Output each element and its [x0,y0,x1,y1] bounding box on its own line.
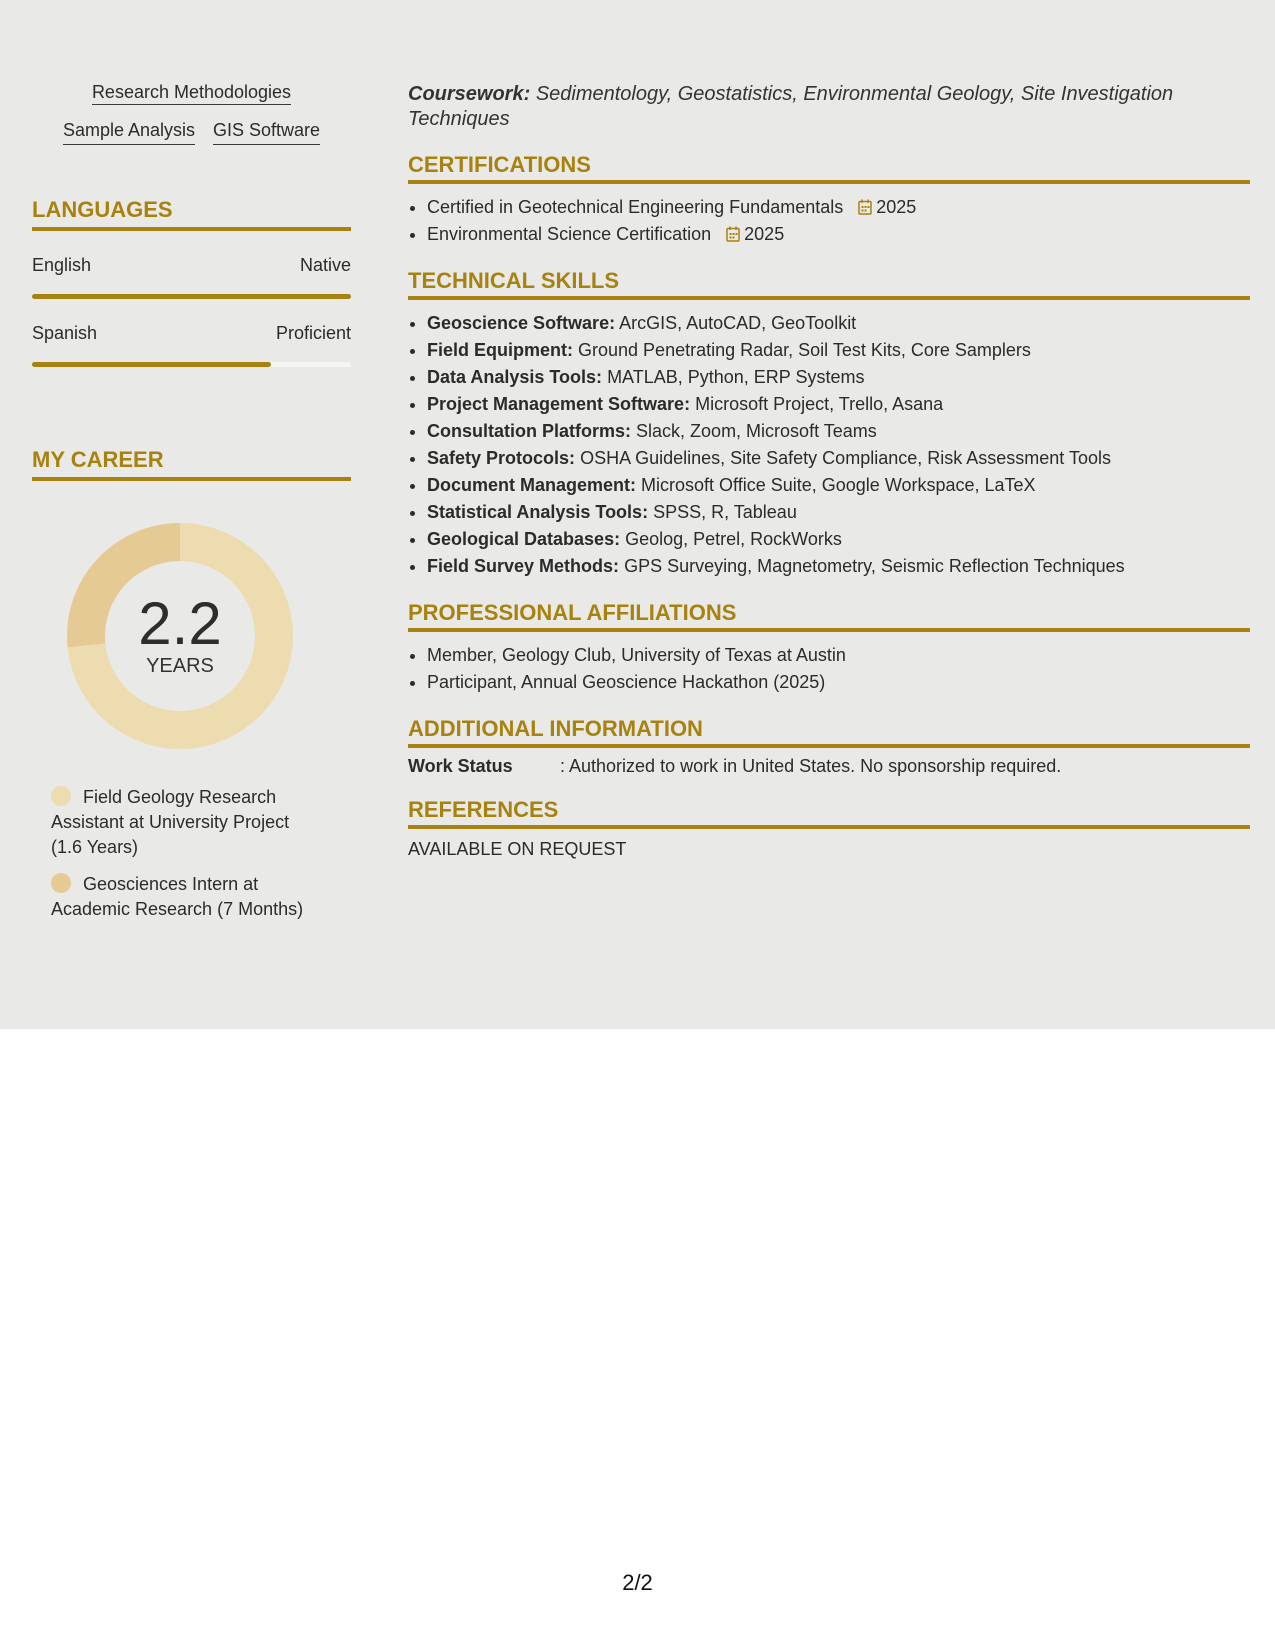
technical-skill-item [427,472,1250,499]
technical-skill-value: MATLAB, Python, ERP Systems [607,367,865,387]
technical-skill-value: Slack, Zoom, Microsoft Teams [636,421,877,441]
career-legend [32,785,321,922]
additional-info-heading: ADDITIONAL INFORMATION [408,716,1250,748]
certification-name: Certified in Geotechnical Engineering Fundamentals [427,197,844,217]
technical-skill-value: Microsoft Office Suite, Google Workspace, LaTeX [641,475,1036,495]
certifications-list [408,194,1250,248]
career-legend-item [51,872,321,922]
coursework [408,82,1250,132]
calendar-icon [726,226,740,242]
language-level: Native [299,255,351,275]
technical-skill-item [427,553,1250,580]
certification-name: Environmental Science Certification [427,224,712,244]
language-item [32,323,351,367]
main-content [408,82,1250,860]
technical-skill-label: Geological Databases: [427,529,621,549]
skill-tag: Research Methodologies [92,82,291,105]
references-text: AVAILABLE ON REQUEST [408,839,627,859]
certifications-heading: CERTIFICATIONS [408,152,1250,184]
skill-tag: Sample Analysis [63,118,195,145]
languages-heading: LANGUAGES [32,197,351,231]
technical-skill-label: Project Management Software: [427,394,691,414]
skill-tag-row [32,80,351,104]
languages-section [32,197,351,367]
coursework-label: Coursework: [408,83,531,105]
certification-year: 2025 [876,197,917,217]
certification-item [427,221,1250,248]
skill-tag: GIS Software [213,118,320,145]
references-section [408,797,1250,860]
calendar-icon [858,199,872,215]
technical-skill-item [427,526,1250,553]
affiliations-section [408,600,1250,696]
affiliations-heading: PROFESSIONAL AFFILIATIONS [408,600,1250,632]
technical-skill-value: OSHA Guidelines, Site Safety Compliance, Risk Assessment Tools [580,448,1111,468]
technical-skill-value: ArcGIS, AutoCAD, GeoToolkit [619,313,857,333]
technical-skill-item [427,418,1250,445]
technical-skill-label: Data Analysis Tools: [427,367,603,387]
career-legend-label: Geosciences Intern at Academic Research (7 Months) [51,874,304,919]
career-total-value: 2.2 [138,590,222,657]
certification-year: 2025 [744,224,785,244]
affiliation-item: • Member, Geology Club, University of Texas at Austin [427,642,1250,669]
legend-dot-icon [51,873,71,893]
technical-skills-section [408,268,1250,580]
certification-item [427,194,1250,221]
technical-skill-value: Geolog, Petrel, RockWorks [625,529,842,549]
technical-skill-item [427,391,1250,418]
technical-skills-list [408,310,1250,580]
skill-tags [32,80,351,145]
additional-info-section [408,716,1250,777]
legend-dot-icon [51,786,71,806]
technical-skill-label: Statistical Analysis Tools: [427,502,649,522]
sidebar [32,80,351,934]
language-proficiency-bar [32,294,351,299]
technical-skill-label: Document Management: [427,475,637,495]
career-section [32,447,351,922]
career-total-unit: YEARS [146,655,214,677]
language-proficiency-fill [32,294,351,299]
page-number: 2/2 [622,1570,653,1595]
technical-skill-label: Field Survey Methods: [427,556,620,576]
work-status-row [408,756,1250,777]
work-status-value: : Authorized to work in United States. No sponsorship required. [560,756,1062,776]
technical-skill-item [427,364,1250,391]
technical-skill-value: Microsoft Project, Trello, Asana [695,394,944,414]
language-name: Spanish [32,323,98,343]
career-heading: MY CAREER [32,447,351,481]
career-donut-chart [67,523,293,749]
technical-skill-label: Consultation Platforms: [427,421,632,441]
career-legend-item [51,785,321,860]
technical-skill-item [427,337,1250,364]
technical-skill-label: Field Equipment: [427,340,573,360]
language-level: Proficient [275,323,351,343]
language-name: English [32,255,92,275]
career-legend-label: Field Geology Research Assistant at University Project (1.6 Years) [51,787,290,857]
certifications-section [408,152,1250,248]
technical-skills-heading: TECHNICAL SKILLS [408,268,1250,300]
technical-skill-value: GPS Surveying, Magnetometry, Seismic Reflection Techniques [624,556,1125,576]
technical-skill-item [427,310,1250,337]
language-proficiency-bar [32,362,351,367]
technical-skill-item [427,499,1250,526]
career-total [67,590,293,678]
technical-skill-label: Safety Protocols: [427,448,576,468]
work-status-label: Work Status [408,756,513,776]
references-heading: REFERENCES [408,797,1250,829]
language-proficiency-fill [32,362,271,367]
coursework-text: Sedimentology, Geostatistics, Environmental Geology, Site Investigation Techniques [408,83,1174,130]
language-item [32,255,351,299]
technical-skill-label: Geoscience Software: [427,313,616,333]
affiliation-item: • Participant, Annual Geoscience Hackathon (2025) [427,669,1250,696]
affiliations-list [408,642,1250,696]
technical-skill-item [427,445,1250,472]
technical-skill-value: SPSS, R, Tableau [653,502,797,522]
technical-skill-value: Ground Penetrating Radar, Soil Test Kits, Core Samplers [578,340,1031,360]
